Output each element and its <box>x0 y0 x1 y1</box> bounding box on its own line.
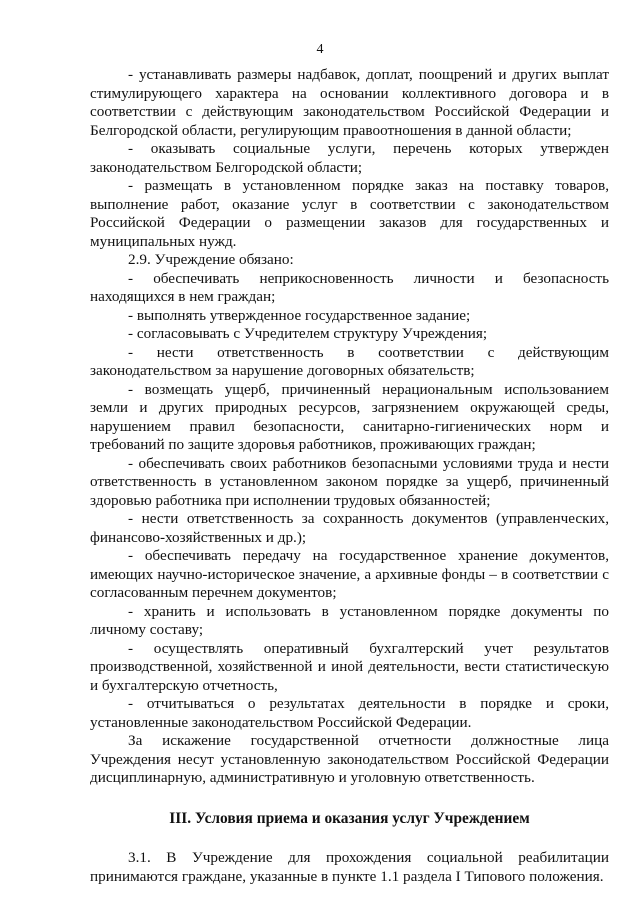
paragraph: - нести ответственность за сохранность документов (управленческих, финансово-хозяйственных и др.); <box>90 510 609 546</box>
paragraph: 3.1. В Учреждение для прохождения социальной реабилитации принимаются граждане, указанные в пункте 1.1 раздела I Типового положения. <box>90 849 609 885</box>
paragraph: - устанавливать размеры надбавок, доплат, поощрений и других выплат стимулирующего характера на основании коллективного договора и в соответствии с действующим законодательством Российской Федерации и Белгородской области, регулирующим правоотношения в данной области; <box>90 66 609 139</box>
paragraph: За искажение государственной отчетности должностные лица Учреждения несут установленную законодательством Российской Федерации дисциплинарную, административную и уголовную ответственность. <box>90 732 609 786</box>
paragraph: - оказывать социальные услуги, перечень которых утвержден законодательством Белгородской области; <box>90 140 609 176</box>
document-body <box>90 66 609 886</box>
paragraph: - размещать в установленном порядке заказ на поставку товаров, выполнение работ, оказание услуг в соответствии с законодательством Российской Федерации о размещении заказов для государственных и муниципальных нужд. <box>90 177 609 250</box>
paragraph: - обеспечивать неприкосновенность личности и безопасность находящихся в нем граждан; <box>90 269 609 305</box>
paragraph: - осуществлять оперативный бухгалтерский учет результатов производственной, хозяйственной и иной деятельности, вести статистическую и бухгалтерскую отчетность, <box>90 639 609 694</box>
paragraph: - обеспечивать передачу на государственное хранение документов, имеющих научно-историческое значение, а архивные фонды – в соответствии с согласованным перечнем документов; <box>90 547 609 601</box>
paragraph: - обеспечивать своих работников безопасными условиями труда и нести ответственность в установленном законом порядке за ущерб, причиненный здоровью работника при исполнении трудовых обязанностей; <box>90 454 609 509</box>
page-number: 4 <box>316 42 324 57</box>
paragraph: 2.9. Учреждение обязано: <box>128 251 294 268</box>
paragraph: - нести ответственность в соответствии с действующим законодательством за нарушение договорных обязательств; <box>90 343 609 379</box>
paragraph: - согласовывать с Учредителем структуру Учреждения; <box>128 325 488 342</box>
paragraph: - выполнять утвержденное государственное задание; <box>128 306 471 324</box>
paragraph: - хранить и использовать в установленном порядке документы по личному составу; <box>90 602 609 638</box>
paragraph: - отчитываться о результатах деятельности в порядке и сроки, установленные законодательством Российской Федерации. <box>90 695 609 731</box>
paragraph: - возмещать ущерб, причиненный нерациональным использованием земли и других природных ресурсов, загрязнением окружающей среды, нарушением правил безопасности, санитарно-гигиенических норм и требований по защите здоровья работников, проживающих граждан; <box>90 380 609 453</box>
section-heading: III. Условия приема и оказания услуг Учреждением <box>169 809 530 827</box>
